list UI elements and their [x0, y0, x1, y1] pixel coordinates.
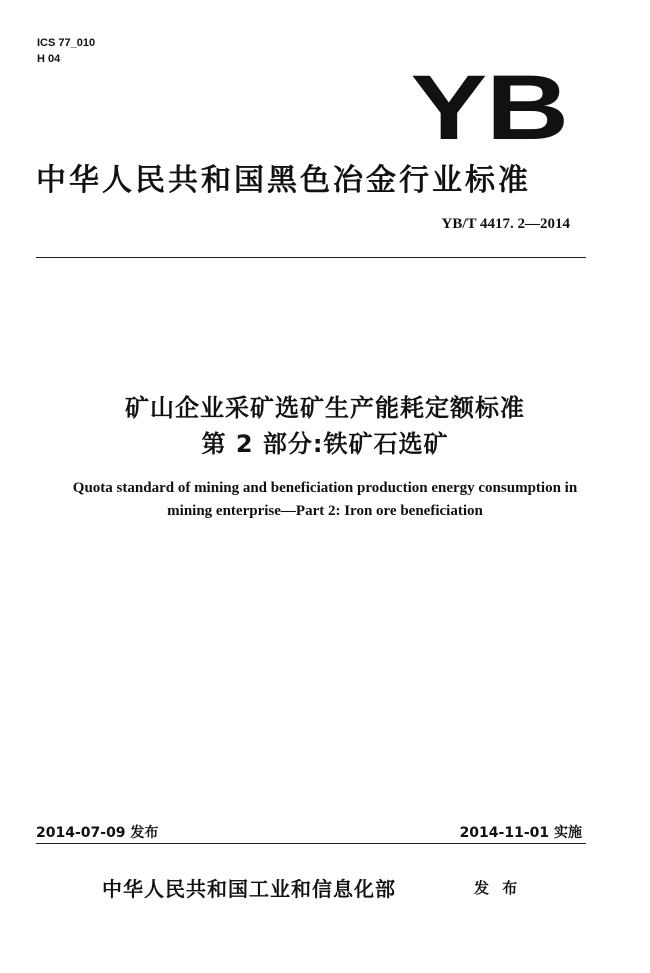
publish-label: 发 布	[474, 879, 522, 897]
title-cn-line2: 第 2 部分:铁矿石选矿	[201, 430, 449, 458]
bottom-divider	[36, 843, 586, 844]
top-divider	[36, 257, 586, 258]
title-en-line2: mining enterprise—Part 2: Iron ore beneficiation	[167, 503, 483, 519]
implementation-date: 2014-11-01 实施	[459, 825, 582, 841]
title-cn-line1: 矿山企业采矿选矿生产能耗定额标准	[125, 394, 525, 422]
classification-code: H 04	[37, 53, 61, 65]
title-en-line1: Quota standard of mining and beneficiation production energy consumption in	[72, 480, 578, 496]
standard-number: YB/T 4417. 2—2014	[441, 216, 570, 232]
ics-code	[37, 35, 95, 67]
issue-date: 2014-07-09 发布	[36, 825, 159, 841]
industry-standard-title: 中华人民共和国黑色冶金行业标准	[36, 163, 531, 198]
ics-number: ICS 77_010	[37, 37, 96, 49]
yb-logo: YB	[410, 57, 568, 159]
publisher-name: 中华人民共和国工业和信息化部	[102, 877, 396, 901]
